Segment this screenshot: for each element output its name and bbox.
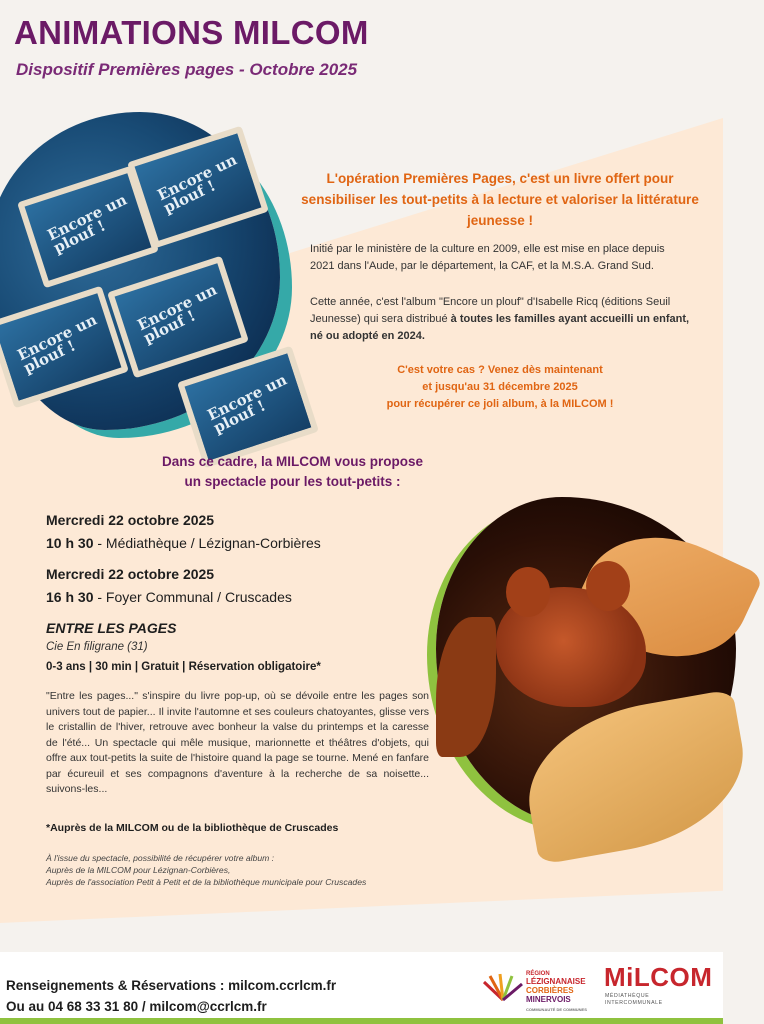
show-company: Cie En filigrane (31): [46, 641, 148, 653]
event-date: Mercredi 22 octobre 2025: [46, 566, 215, 582]
event-date: Mercredi 22 octobre 2025: [46, 512, 215, 528]
intro-paragraph-album: Cette année, c'est l'album "Encore un plouf" d'Isabelle Ricq (éditions Seuil Jeunesse) qui sera distribué à toutes les familles ayant accueilli un enfant, né ou adopté en 2024.: [310, 296, 690, 342]
book-cover: Encore un plouf !: [177, 346, 319, 469]
event-time-place: 10 h 30 - Médiathèque / Lézignan-Corbières: [46, 535, 321, 551]
books-photo: [0, 112, 290, 437]
album-pickup-info: À l'issue du spectacle, possibilité de récupérer votre album : Auprès de la MILCOM pour Lézignan-Corbières, Auprès de l'association Petit à Petit et de la bibliothèque municipale pour Cruscades: [46, 853, 367, 887]
show-title: ENTRE LES PAGES: [46, 620, 177, 636]
book-cover: Encore un plouf !: [0, 286, 129, 409]
footer-contact-phone-email: Ou au 04 68 33 31 80 / milcom@ccrlcm.fr: [6, 999, 267, 1014]
book-cover: Encore un plouf !: [17, 166, 159, 289]
footer-accent-line: [0, 1018, 723, 1024]
page-subtitle: Dispositif Premières pages - Octobre 2025: [16, 60, 358, 79]
footer-contact-website: Renseignements & Réservations : milcom.ccrlcm.fr: [6, 978, 337, 993]
event-time-place: 16 h 30 - Foyer Communal / Cruscades: [46, 589, 292, 605]
region-logo: RÉGION LÉZIGNANAISE CORBIÈRES MINERVOIS COMMUNAUTÉ DE COMMUNES: [482, 964, 592, 1014]
milcom-logo: MiLCOM MÉDIATHÈQUE INTERCOMMUNALE: [604, 962, 713, 1006]
book-cover: Encore un plouf !: [127, 126, 269, 249]
intro-lead: L'opération Premières Pages, c'est un livre offert pour sensibiliser les tout-petits à la lecture et valoriser la littérature jeunesse !: [301, 171, 699, 228]
show-description: "Entre les pages..." s'inspire du livre pop-up, où se dévoile entre les pages son univers tout de papier... Il invite l'automne et ses couleurs chatoyantes, glisse vers le cristallin de l'hiver, retrouve avec bonheur la valse du printemps et la caresse de l'été... Un spectacle qui mêle musique, marionnette et théâtres d'objets, qui offre aux tout-petits la suite de l'histoire quand la page se tourne. Mené en fanfare par écureuil et ses compagnons d'aventure à la recherche de sa noisette... suivons-les...: [46, 690, 429, 795]
intro-paragraph: Initié par le ministère de la culture en 2009, elle est mise en place depuis 2021 dans l'Aude, par le département, la CAF, et la M.S.A. Grand Sud.: [310, 243, 665, 272]
paper-leaf: [436, 617, 496, 757]
proposal-heading: Dans ce cadre, la MILCOM vous propose un spectacle pour les tout-petits :: [161, 454, 424, 489]
book-cover: Encore un plouf !: [107, 256, 249, 379]
region-fan-icon: [482, 972, 524, 1002]
intro-call-to-action: C'est votre cas ? Venez dès maintenant et jusqu'au 31 décembre 2025 pour récupérer ce joli album, à la MILCOM !: [386, 364, 614, 410]
reservation-note: *Auprès de la MILCOM ou de la bibliothèque de Cruscades: [46, 822, 339, 834]
show-meta: 0-3 ans | 30 min | Gratuit | Réservation obligatoire*: [46, 661, 321, 673]
page-title: ANIMATIONS MILCOM: [14, 14, 369, 51]
